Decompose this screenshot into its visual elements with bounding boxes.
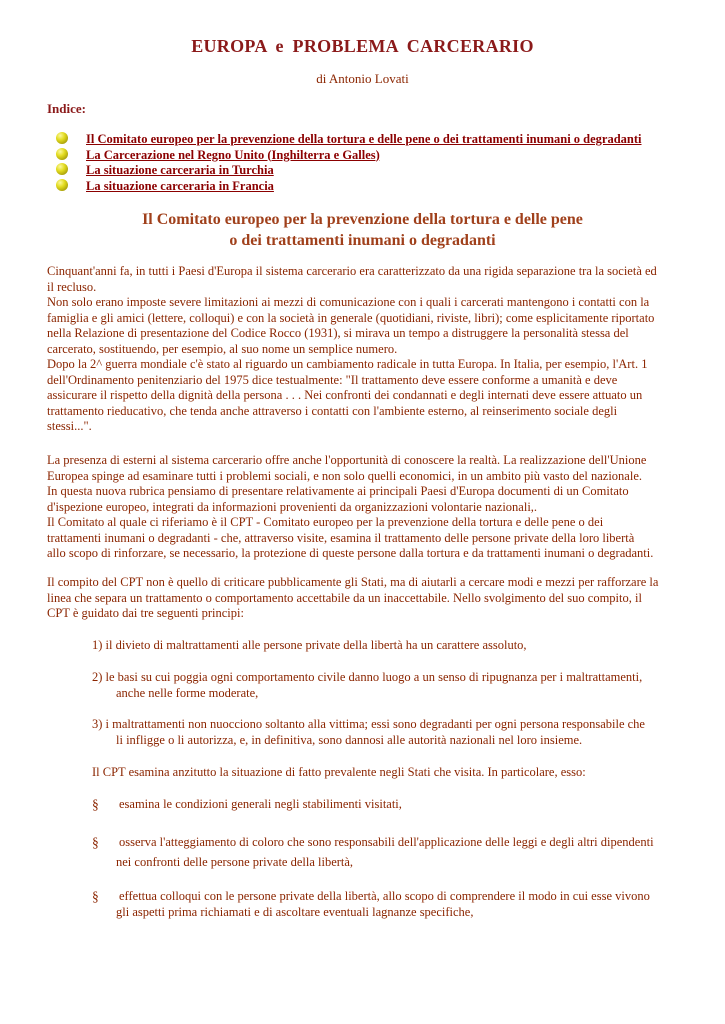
text-line: CPT è guidato dai tre seguenti principi: bbox=[47, 606, 244, 620]
text-line: osserva l'atteggiamento di coloro che sono responsabili dell'applicazione delle leggi e degli altri dipendenti bbox=[119, 835, 654, 849]
text-line: carcerato, sostituendo, per esempio, al suo nome un semplice numero. bbox=[47, 341, 398, 356]
cpt-activity-item bbox=[92, 835, 654, 870]
text-line: anche nelle forme moderate, bbox=[116, 685, 259, 700]
toc-item bbox=[56, 163, 642, 179]
paragraph-intro bbox=[47, 264, 697, 435]
paragraph-europe bbox=[47, 453, 697, 562]
text-line: assicurare il rispetto della dignità della persona . . . Nei confronti dei condannati e degli internati deve essere attuato un bbox=[47, 388, 643, 402]
text-line: 1) il divieto di maltrattamenti alle persone private della libertà ha un carattere assoluto, bbox=[92, 638, 527, 652]
bullet-icon bbox=[56, 132, 68, 144]
text-line: nella Relazione di presentazione del Codice Rocco (1931), si mirava un tempo a distruggere la personalità stessa del bbox=[47, 326, 629, 340]
bullet-icon bbox=[56, 148, 68, 160]
text-line: li infligge o li autorizza, e, in definitiva, sono dannosi alle autorità nazionali nel loro insieme. bbox=[116, 732, 583, 747]
cpt-activity-item bbox=[92, 889, 650, 920]
index-heading: Indice: bbox=[47, 101, 86, 116]
text-line: nei confronti delle persone private della libertà, bbox=[116, 854, 354, 869]
toc-link-comitato[interactable]: Il Comitato europeo per la prevenzione della tortura e delle pene o dei trattamenti inumani o degradanti bbox=[86, 132, 642, 146]
text-line: Dopo la 2^ guerra mondiale c'è stato al riguardo un cambiamento radicale in tutta Europa. In Italia, per esempio, l'Art. 1 bbox=[47, 357, 648, 371]
text-line: Il Comitato al quale ci riferiamo è il CPT - Comitato europeo per la prevenzione della tortura e delle pene o dei bbox=[47, 515, 604, 529]
toc-item bbox=[56, 132, 642, 148]
table-of-contents bbox=[56, 132, 642, 194]
text-line: Non solo erano imposte severe limitazioni ai mezzi di comunicazione con i quali i carcerati mantengono i contatti con la bbox=[47, 295, 650, 309]
principle-item bbox=[92, 638, 527, 654]
section-heading bbox=[0, 209, 725, 251]
page-title: EUROPA e PROBLEMA CARCERARIO bbox=[191, 36, 534, 56]
text-line: 3) i maltrattamenti non nuocciono soltanto alla vittima; essi sono degradanti per ogni persona responsabile che bbox=[92, 717, 645, 731]
toc-item bbox=[56, 179, 642, 195]
author-line: di Antonio Lovati bbox=[316, 71, 409, 86]
section-sign-icon: § bbox=[92, 835, 99, 850]
text-line: esamina le condizioni generali negli stabilimenti visitati, bbox=[119, 797, 402, 811]
section-heading-line: o dei trattamenti inumani o degradanti bbox=[229, 232, 496, 249]
text-line: effettua colloqui con le persone private della libertà, allo scopo di comprendere il modo in cui esse vivono bbox=[119, 889, 650, 903]
text-line: Il compito del CPT non è quello di criticare pubblicamente gli Stati, ma di aiutarli a cercare modi e mezzi per rafforzare la bbox=[47, 575, 659, 589]
text-line: Europea spinge ad esaminare tutti i problemi sociali, e non solo quelli economici, in un ambito più vasto del nazionale. bbox=[47, 468, 642, 483]
text-line: In questa nuova rubrica pensiamo di presentare relativamente ai principali Paesi d'Europa documenti di un Comitato bbox=[47, 484, 629, 498]
text-line: Cinquant'anni fa, in tutti i Paesi d'Europa il sistema carcerario era caratterizzato da una rigida separazione tra la società ed bbox=[47, 264, 657, 278]
text-line: linea che separa un trattamento o comportamento accettabile da un inaccettabile. Nello svolgimento del suo compito, il bbox=[47, 590, 642, 605]
text-line: il recluso. bbox=[47, 279, 97, 294]
section-sign-icon: § bbox=[92, 889, 99, 904]
cpt-intro-line: Il CPT esamina anzitutto la situazione di fatto prevalente negli Stati che visita. In particolare, esso: bbox=[92, 765, 586, 779]
cpt-activity-item bbox=[92, 797, 402, 813]
text-line: famiglia e gli amici (lettere, colloqui) e con la società in generale (quotidiani, riviste, libri); come esplicitamente riportato bbox=[47, 310, 655, 325]
text-line: La presenza di esterni al sistema carcerario offre anche l'opportunità di conoscere la realtà. La realizzazione dell'Unione bbox=[47, 453, 647, 467]
section-heading-line: Il Comitato europeo per la prevenzione della tortura e delle pene bbox=[142, 211, 583, 228]
text-line: trattamento rieducativo, che tenda anche attraverso i contatti con l'ambiente esterno, al reinserimento sociale degli bbox=[47, 403, 618, 418]
principle-item bbox=[92, 670, 642, 701]
text-line: trattamenti inumani o degradanti - che, attraverso visite, esamina il trattamento delle persone private della loro libertà bbox=[47, 530, 635, 545]
text-line: gli aspetti prima richiamati e di ascoltare eventuali lagnanze specifiche, bbox=[116, 904, 474, 919]
toc-link-turchia[interactable]: La situazione carceraria in Turchia bbox=[86, 163, 274, 177]
text-line: 2) le basi su cui poggia ogni comportamento civile danno luogo a un senso di ripugnanza per i maltrattamenti, bbox=[92, 670, 643, 684]
paragraph-cpt-task bbox=[47, 575, 697, 622]
text-line: allo scopo di rinforzare, se necessario, la protezione di queste persone dalla tortura e da trattamenti inumani o degradanti. bbox=[47, 546, 654, 560]
text-line: dell'Ordinamento penitenziario del 1975 dice testualmente: "Il trattamento deve essere conforme a umanità e deve bbox=[47, 372, 618, 387]
toc-item bbox=[56, 148, 642, 164]
text-line: d'ispezione europeo, integrati da informazioni provenienti da organizzazioni volontarie nazionali,. bbox=[47, 499, 538, 514]
bullet-icon bbox=[56, 163, 68, 175]
section-sign-icon: § bbox=[92, 797, 99, 812]
toc-link-francia[interactable]: La situazione carceraria in Francia bbox=[86, 178, 274, 193]
text-line: stessi...". bbox=[47, 419, 92, 433]
bullet-icon bbox=[56, 179, 68, 191]
principle-item bbox=[92, 717, 645, 748]
toc-link-regno-unito[interactable]: La Carcerazione nel Regno Unito (Inghilterra e Galles) bbox=[86, 147, 380, 162]
